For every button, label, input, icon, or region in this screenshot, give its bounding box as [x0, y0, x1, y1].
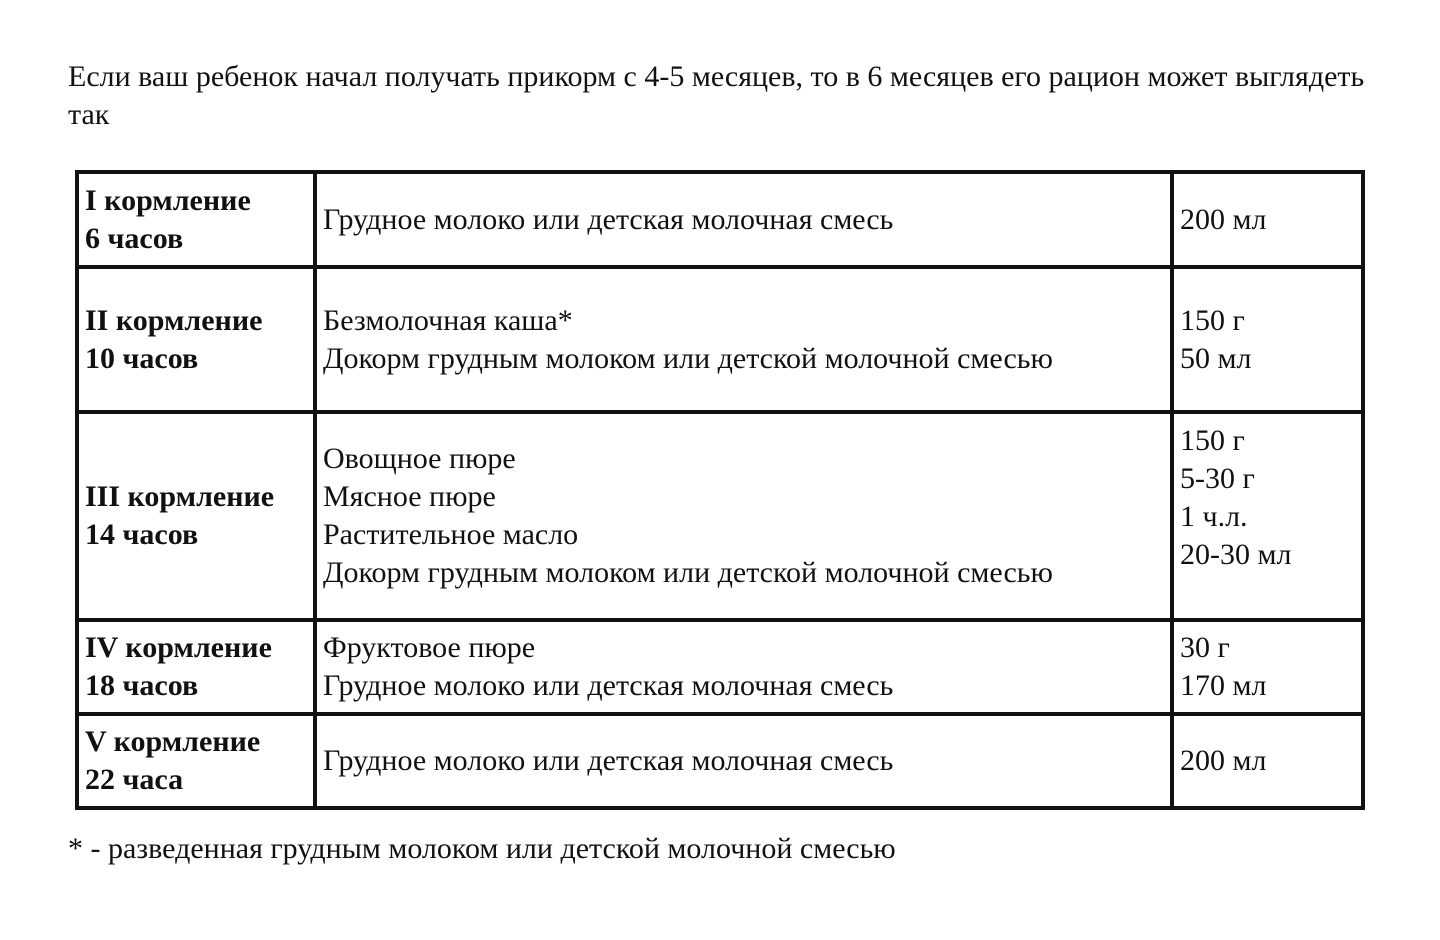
food-item: Грудное молоко или детская молочная смесь	[323, 744, 894, 777]
feeding-label: V кормление	[85, 725, 261, 758]
feeding-time: 22 часа	[85, 763, 184, 796]
feeding-label: IV кормление	[85, 631, 272, 664]
amount-cell	[1172, 714, 1363, 808]
food-cell	[315, 714, 1172, 808]
food-item: Фруктовое пюре	[323, 631, 536, 664]
feeding-label: II кормление	[85, 303, 263, 337]
feeding-time: 14 часов	[85, 518, 199, 551]
feeding-time: 6 часов	[85, 221, 184, 255]
feeding-time: 10 часов	[85, 341, 199, 375]
table-row-feeding-4	[77, 620, 1363, 714]
amount-value: 150 г	[1180, 424, 1245, 457]
food-item: Грудное молоко или детская молочная смесь	[323, 202, 894, 236]
amount-cell	[1172, 172, 1363, 267]
amount-value: 170 мл	[1180, 669, 1267, 702]
feeding-cell	[77, 412, 315, 620]
feeding-cell	[77, 714, 315, 808]
amount-cell	[1172, 267, 1363, 412]
intro-text: Если ваш ребенок начал получать прикорм с 4-5 месяцев, то в 6 месяцев его рацион может выглядеть так	[68, 60, 1365, 131]
food-cell	[315, 412, 1172, 620]
feeding-cell	[77, 267, 315, 412]
feeding-time: 18 часов	[85, 669, 199, 702]
food-cell	[315, 620, 1172, 714]
feeding-label: I кормление	[85, 183, 251, 217]
food-item: Растительное масло	[323, 518, 579, 551]
food-item: Грудное молоко или детская молочная смесь	[323, 669, 894, 702]
feeding-schedule-table	[75, 170, 1365, 810]
food-cell	[315, 172, 1172, 267]
footnote: * - разведенная грудным молоком или детской молочной смесью	[68, 832, 896, 865]
food-item: Овощное пюре	[323, 442, 516, 475]
food-item: Безмолочная каша*	[323, 303, 573, 337]
table-row-feeding-3	[77, 412, 1363, 620]
amount-value: 200 мл	[1180, 202, 1267, 236]
food-item: Докорм грудным молоком или детской молочной смесью	[323, 341, 1053, 375]
amount-value: 150 г	[1180, 303, 1245, 337]
food-cell	[315, 267, 1172, 412]
amount-value: 20-30 мл	[1180, 538, 1292, 571]
table-row-feeding-1	[77, 172, 1363, 267]
feeding-label: III кормление	[85, 480, 275, 513]
amount-value: 5-30 г	[1180, 462, 1255, 495]
amount-cell	[1172, 412, 1363, 620]
amount-value: 30 г	[1180, 631, 1230, 664]
table-row-feeding-5	[77, 714, 1363, 808]
amount-value: 1 ч.л.	[1180, 500, 1248, 533]
food-item: Мясное пюре	[323, 480, 496, 513]
feeding-cell	[77, 172, 315, 267]
food-item: Докорм грудным молоком или детской молочной смесью	[323, 556, 1053, 589]
amount-value: 200 мл	[1180, 744, 1267, 777]
amount-value: 50 мл	[1180, 341, 1252, 375]
table-row-feeding-2	[77, 267, 1363, 412]
feeding-cell	[77, 620, 315, 714]
amount-cell	[1172, 620, 1363, 714]
